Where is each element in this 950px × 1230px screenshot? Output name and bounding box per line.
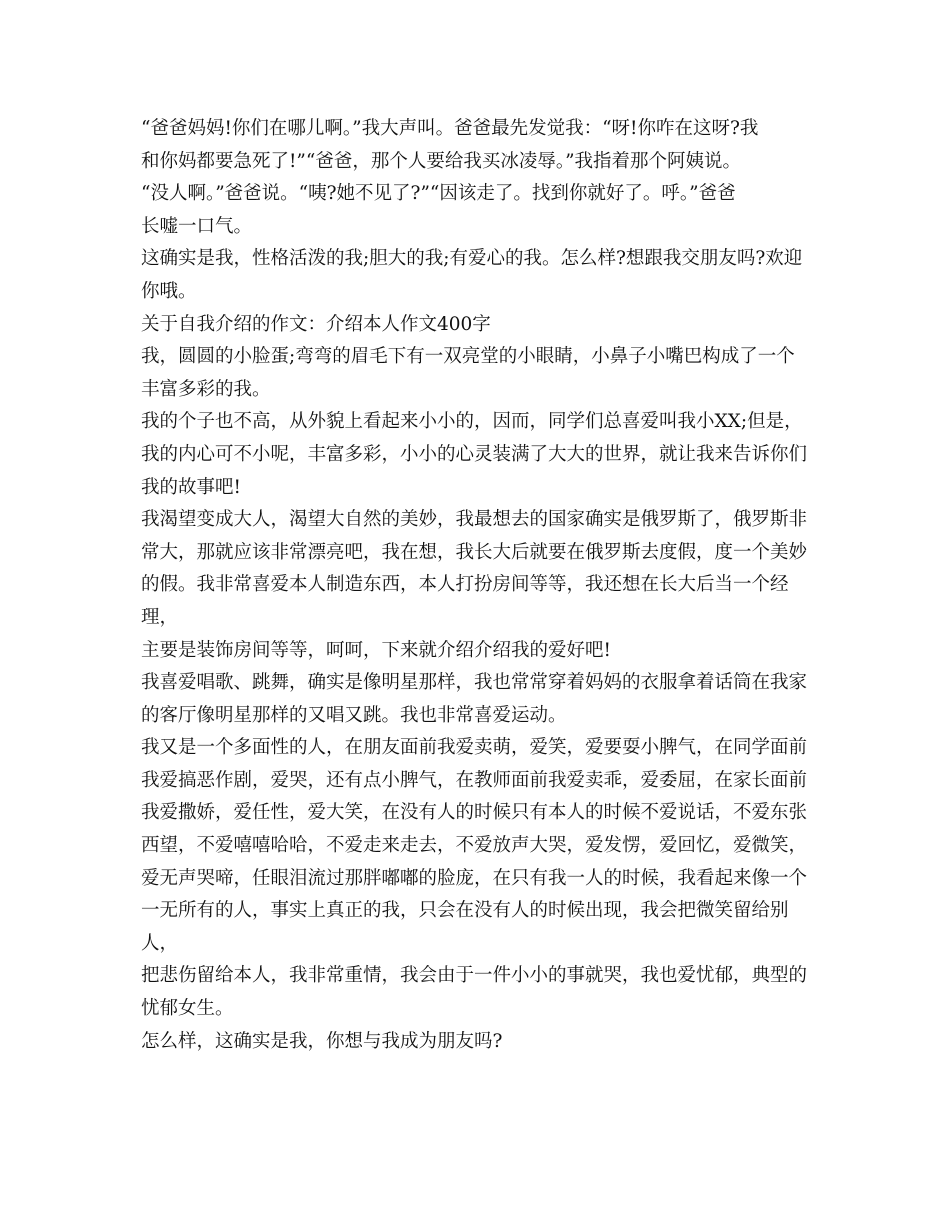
text-line: 这确实是我，性格活泼的我;胆大的我;有爱心的我。怎么样?想跟我交朋友吗?欢迎 bbox=[141, 248, 803, 270]
text-line: 你哦。 bbox=[141, 280, 197, 302]
text-line: 我渴望变成大人，渴望大自然的美妙，我最想去的国家确实是俄罗斯了，俄罗斯非 bbox=[141, 509, 808, 531]
text-line: “爸爸妈妈!你们在哪儿啊。”我大声叫。爸爸最先发觉我：“呀!你咋在这呀?我 bbox=[141, 118, 759, 139]
document-body bbox=[141, 113, 821, 1058]
text-line: 怎么样，这确实是我，你想与我成为朋友吗? bbox=[141, 1030, 503, 1052]
text-line: 爱无声哭啼，任眼泪流过那胖嘟嘟的脸庞，在只有我一人的时候，我看起来像一个 bbox=[141, 867, 808, 889]
text-line: 常大，那就应该非常漂亮吧，我在想，我长大后就要在俄罗斯去度假，度一个美妙 bbox=[141, 541, 808, 563]
text-line: 一无所有的人，事实上真正的我，只会在没有人的时候出现，我会把微笑留给别人， bbox=[141, 900, 789, 954]
text-line: 我爱搞恶作剧，爱哭，还有点小脾气，在教师面前我爱卖乖，爱委屈，在家长面前 bbox=[141, 769, 808, 791]
text-line: 我的个子也不高，从外貌上看起来小小的，因而，同学们总喜爱叫我小XX;但是， bbox=[141, 411, 803, 433]
text-line: 的客厅像明星那样的又唱又跳。我也非常喜爱运动。 bbox=[141, 704, 567, 726]
text-line: 和你妈都要急死了!”“爸爸，那个人要给我买冰凌辱。”我指着那个阿姨说。 bbox=[141, 150, 742, 172]
text-line: 西望，不爱嘻嘻哈哈，不爱走来走去，不爱放声大哭，爱发愣，爱回忆，爱微笑， bbox=[141, 835, 808, 857]
text-line: 丰富多彩的我。 bbox=[141, 378, 271, 400]
text-line: 我的内心可不小呢，丰富多彩，小小的心灵装满了大大的世界，就让我来告诉你们 bbox=[141, 443, 808, 465]
text-line: 长嘘一口气。 bbox=[141, 215, 253, 237]
section-heading: 关于自我介绍的作文：介绍本人作文400字 bbox=[141, 313, 491, 335]
text-line: 我喜爱唱歌、跳舞，确实是像明星那样，我也常常穿着妈妈的衣服拿着话筒在我家 bbox=[141, 672, 808, 694]
text-line: 我的故事吧! bbox=[141, 476, 241, 498]
text-line: 主要是装饰房间等等，呵呵，下来就介绍介绍我的爱好吧! bbox=[141, 639, 611, 661]
text-line: 忧郁女生。 bbox=[141, 998, 234, 1020]
text-line: 的假。我非常喜爱本人制造东西，本人打扮房间等等，我还想在长大后当一个经理， bbox=[141, 574, 789, 628]
text-line: “没人啊。”爸爸说。“咦?她不见了?”“因该走了。找到你就好了。呼。”爸爸 bbox=[141, 183, 736, 205]
text-line: 我爱撒娇，爱任性，爱大笑，在没有人的时候只有本人的时候不爱说话，不爱东张 bbox=[141, 802, 808, 824]
text-line: 把悲伤留给本人，我非常重情，我会由于一件小小的事就哭，我也爱忧郁，典型的 bbox=[141, 965, 808, 987]
text-line: 我，圆圆的小脸蛋;弯弯的眉毛下有一双亮堂的小眼睛，小鼻子小嘴巴构成了一个 bbox=[141, 346, 795, 368]
text-line: 我又是一个多面性的人，在朋友面前我爱卖萌，爱笑，爱要耍小脾气，在同学面前 bbox=[141, 737, 808, 759]
